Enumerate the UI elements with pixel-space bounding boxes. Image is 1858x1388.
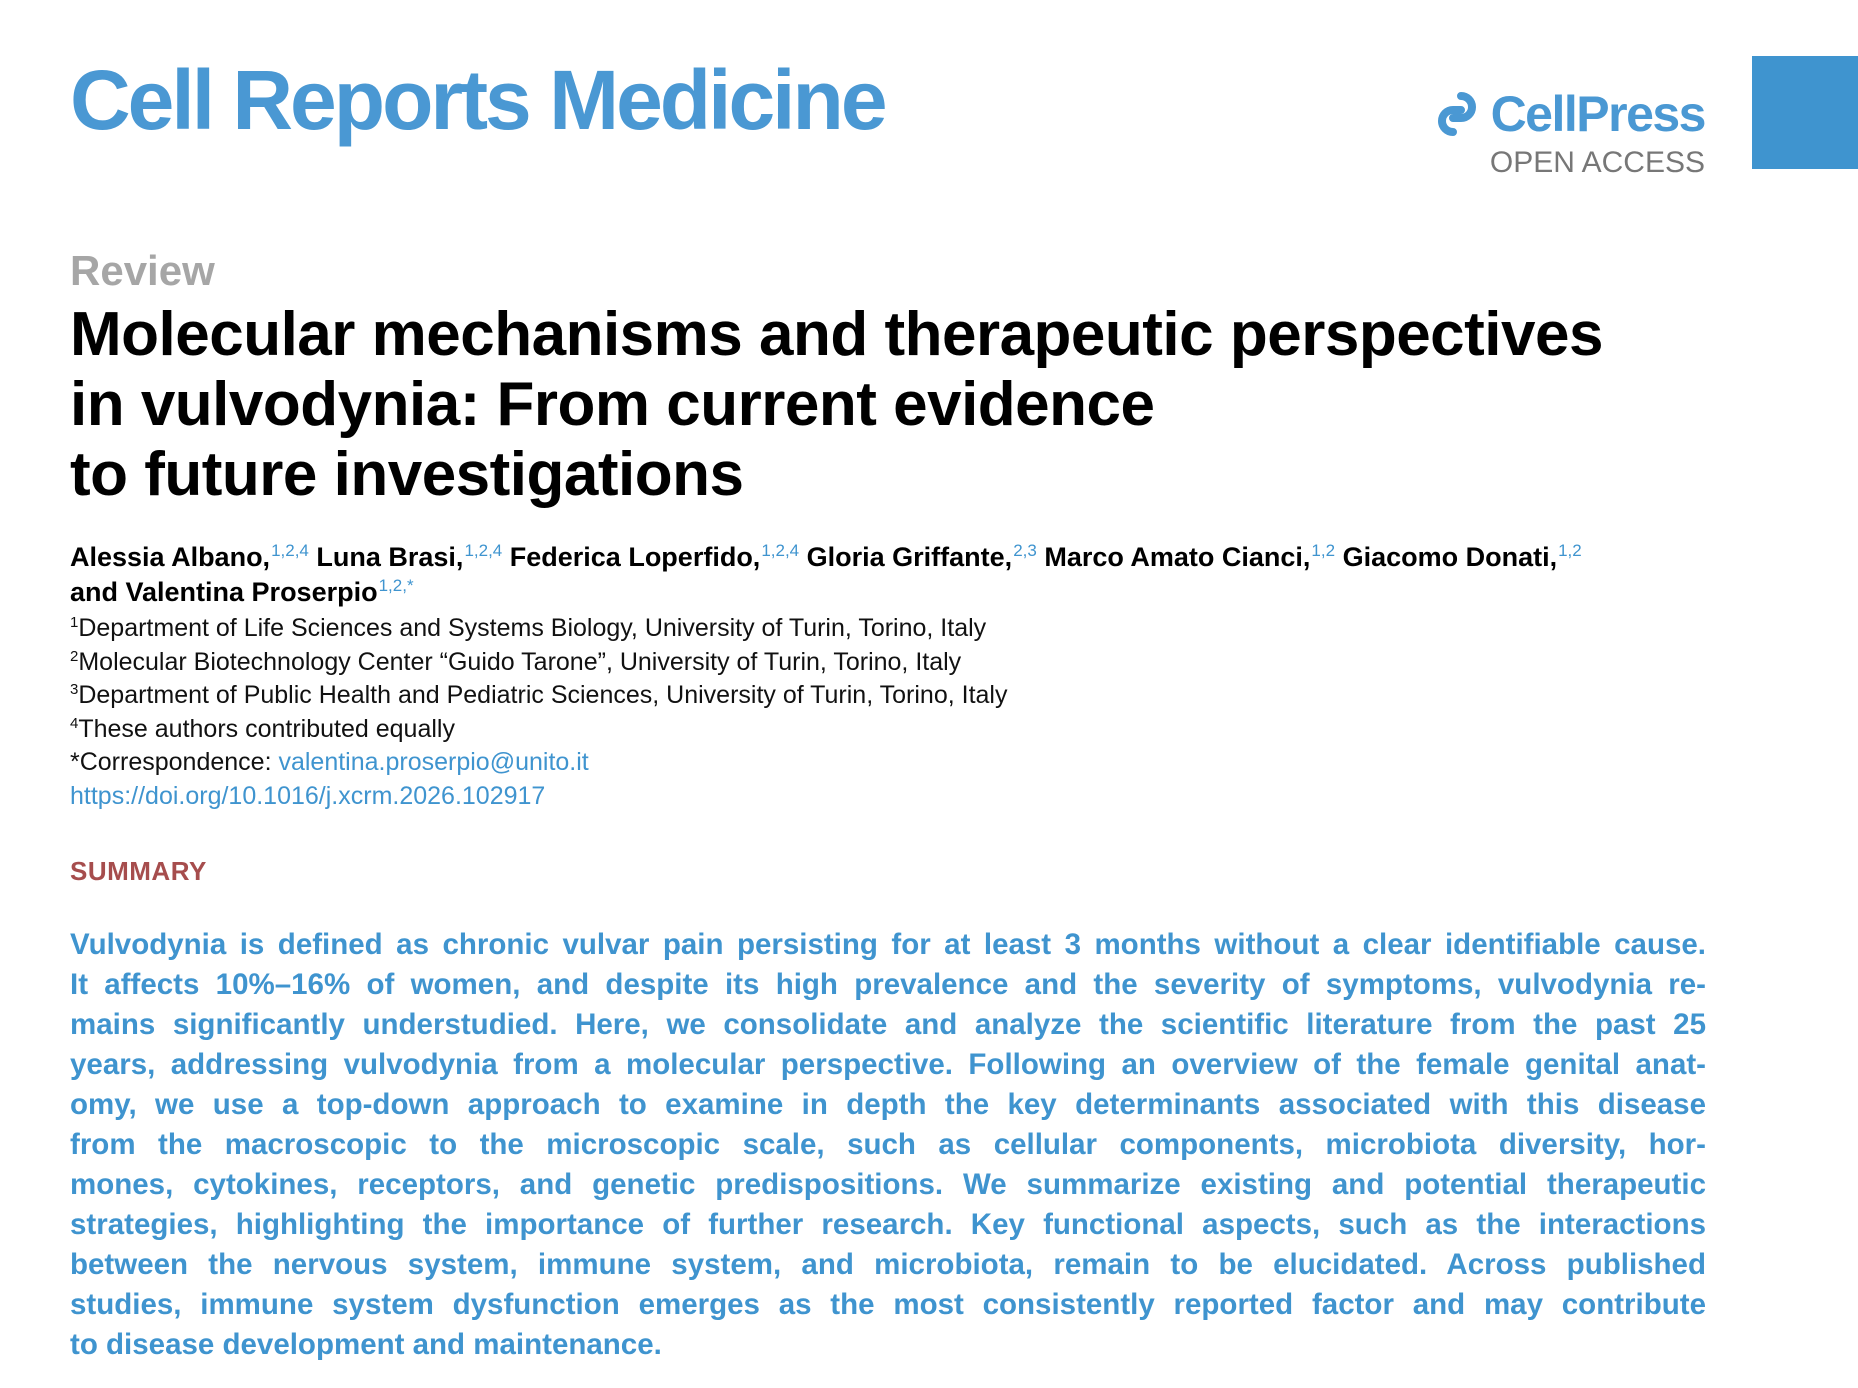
title-line: Molecular mechanisms and therapeutic perspectives [70, 300, 1603, 369]
author-affil-marks[interactable]: 1,2 [1558, 541, 1582, 560]
author [70, 542, 309, 572]
doi [70, 780, 1770, 814]
author [807, 542, 1037, 572]
correspondence-email-link[interactable]: valentina.proserpio@unito.it [278, 748, 589, 776]
journal-title: Cell Reports Medicine [70, 53, 885, 147]
title-line: to future investigations [70, 440, 744, 509]
correspondence-label: *Correspondence: [70, 748, 279, 776]
affiliation-number: 3 [70, 681, 79, 698]
author-name: Gloria Griffante, [806, 542, 1013, 572]
affiliation [70, 679, 1770, 713]
affiliation [70, 612, 1770, 646]
corner-color-tab [1752, 56, 1858, 169]
author [1044, 542, 1335, 572]
author-affil-marks[interactable]: 1,2,4 [464, 541, 503, 560]
author-name: Alessia Albano, [70, 542, 271, 572]
affiliation-number: 4 [70, 714, 79, 732]
author-affil-marks[interactable]: 1,2,4 [271, 541, 309, 560]
article-type: Review [70, 247, 215, 294]
affiliation-number: 1 [70, 614, 79, 631]
summary-line: studies, immune system dysfunction emerges as the most consistently reported factor and may contribute [70, 1288, 1706, 1321]
author-name: Marco Amato Cianci, [1044, 542, 1311, 572]
author-name: Federica Loperfido, [509, 542, 761, 572]
correspondence [70, 746, 1770, 780]
author-name: Giacomo Donati, [1342, 542, 1558, 572]
author [316, 542, 502, 572]
summary-line: between the nervous system, immune system, and microbiota, remain to be elucidated. Across published [70, 1248, 1706, 1281]
summary-line: strategies, highlighting the importance of further research. Key functional aspects, such as the interactions [70, 1208, 1706, 1241]
summary-line: mones, cytokines, receptors, and genetic predispositions. We summarize existing and potential therapeutic [70, 1168, 1706, 1201]
affiliation-text: Department of Life Sciences and Systems Biology, University of Turin, Torino, Italy [78, 614, 987, 642]
author-name: and Valentina Proserpio [70, 577, 378, 607]
summary-line: to disease development and maintenance. [70, 1328, 662, 1361]
author [1343, 542, 1582, 572]
summary-heading: SUMMARY [70, 856, 207, 886]
affiliation-text: Department of Public Health and Pediatric Sciences, University of Turin, Torino, Italy [78, 681, 1008, 709]
summary-line: omy, we use a top-down approach to examine in depth the key determinants associated with this disease [70, 1088, 1706, 1121]
affiliation [70, 713, 1770, 747]
author-list [70, 540, 1760, 610]
publisher-badge [1430, 88, 1705, 178]
author [70, 577, 414, 607]
publisher-name: CellPress [1490, 86, 1705, 142]
author-affil-marks[interactable]: 1,2 [1311, 541, 1336, 560]
title-line: in vulvodynia: From current evidence [70, 370, 1155, 439]
affiliation-number: 2 [70, 647, 79, 665]
open-access-label: OPEN ACCESS [1489, 146, 1705, 179]
author [510, 542, 799, 572]
summary-line: It affects 10%–16% of women, and despite its high prevalence and the severity of symptoms, vulvodynia re- [70, 968, 1706, 1001]
affiliation-text: These authors contributed equally [78, 714, 455, 743]
affiliation-list [70, 612, 1770, 813]
summary-line: mains significantly understudied. Here, we consolidate and analyze the scientific literature from the past 25 [70, 1008, 1706, 1041]
doi-link[interactable]: https://doi.org/10.1016/j.xcrm.2026.102917 [70, 781, 546, 810]
author-affil-marks[interactable]: 1,2,4 [761, 541, 800, 560]
affiliation [70, 646, 1770, 680]
author-affil-marks[interactable]: 1,2,* [378, 576, 414, 595]
summary-line: Vulvodynia is defined as chronic vulvar pain persisting for at least 3 months without a clear identifiable cause. [70, 928, 1706, 961]
affiliation-text: Molecular Biotechnology Center “Guido Tarone”, University of Turin, Torino, Italy [78, 647, 962, 676]
summary-text [70, 925, 1706, 1365]
cellpress-logo-icon [1431, 88, 1483, 140]
author-affil-marks[interactable]: 2,3 [1013, 541, 1037, 560]
author-name: Luna Brasi, [316, 542, 464, 572]
summary-line: from the macroscopic to the microscopic scale, such as cellular components, microbiota diversity, hor- [70, 1128, 1706, 1161]
article-title [70, 300, 1730, 510]
summary-line: years, addressing vulvodynia from a molecular perspective. Following an overview of the female genital anat- [70, 1048, 1706, 1081]
